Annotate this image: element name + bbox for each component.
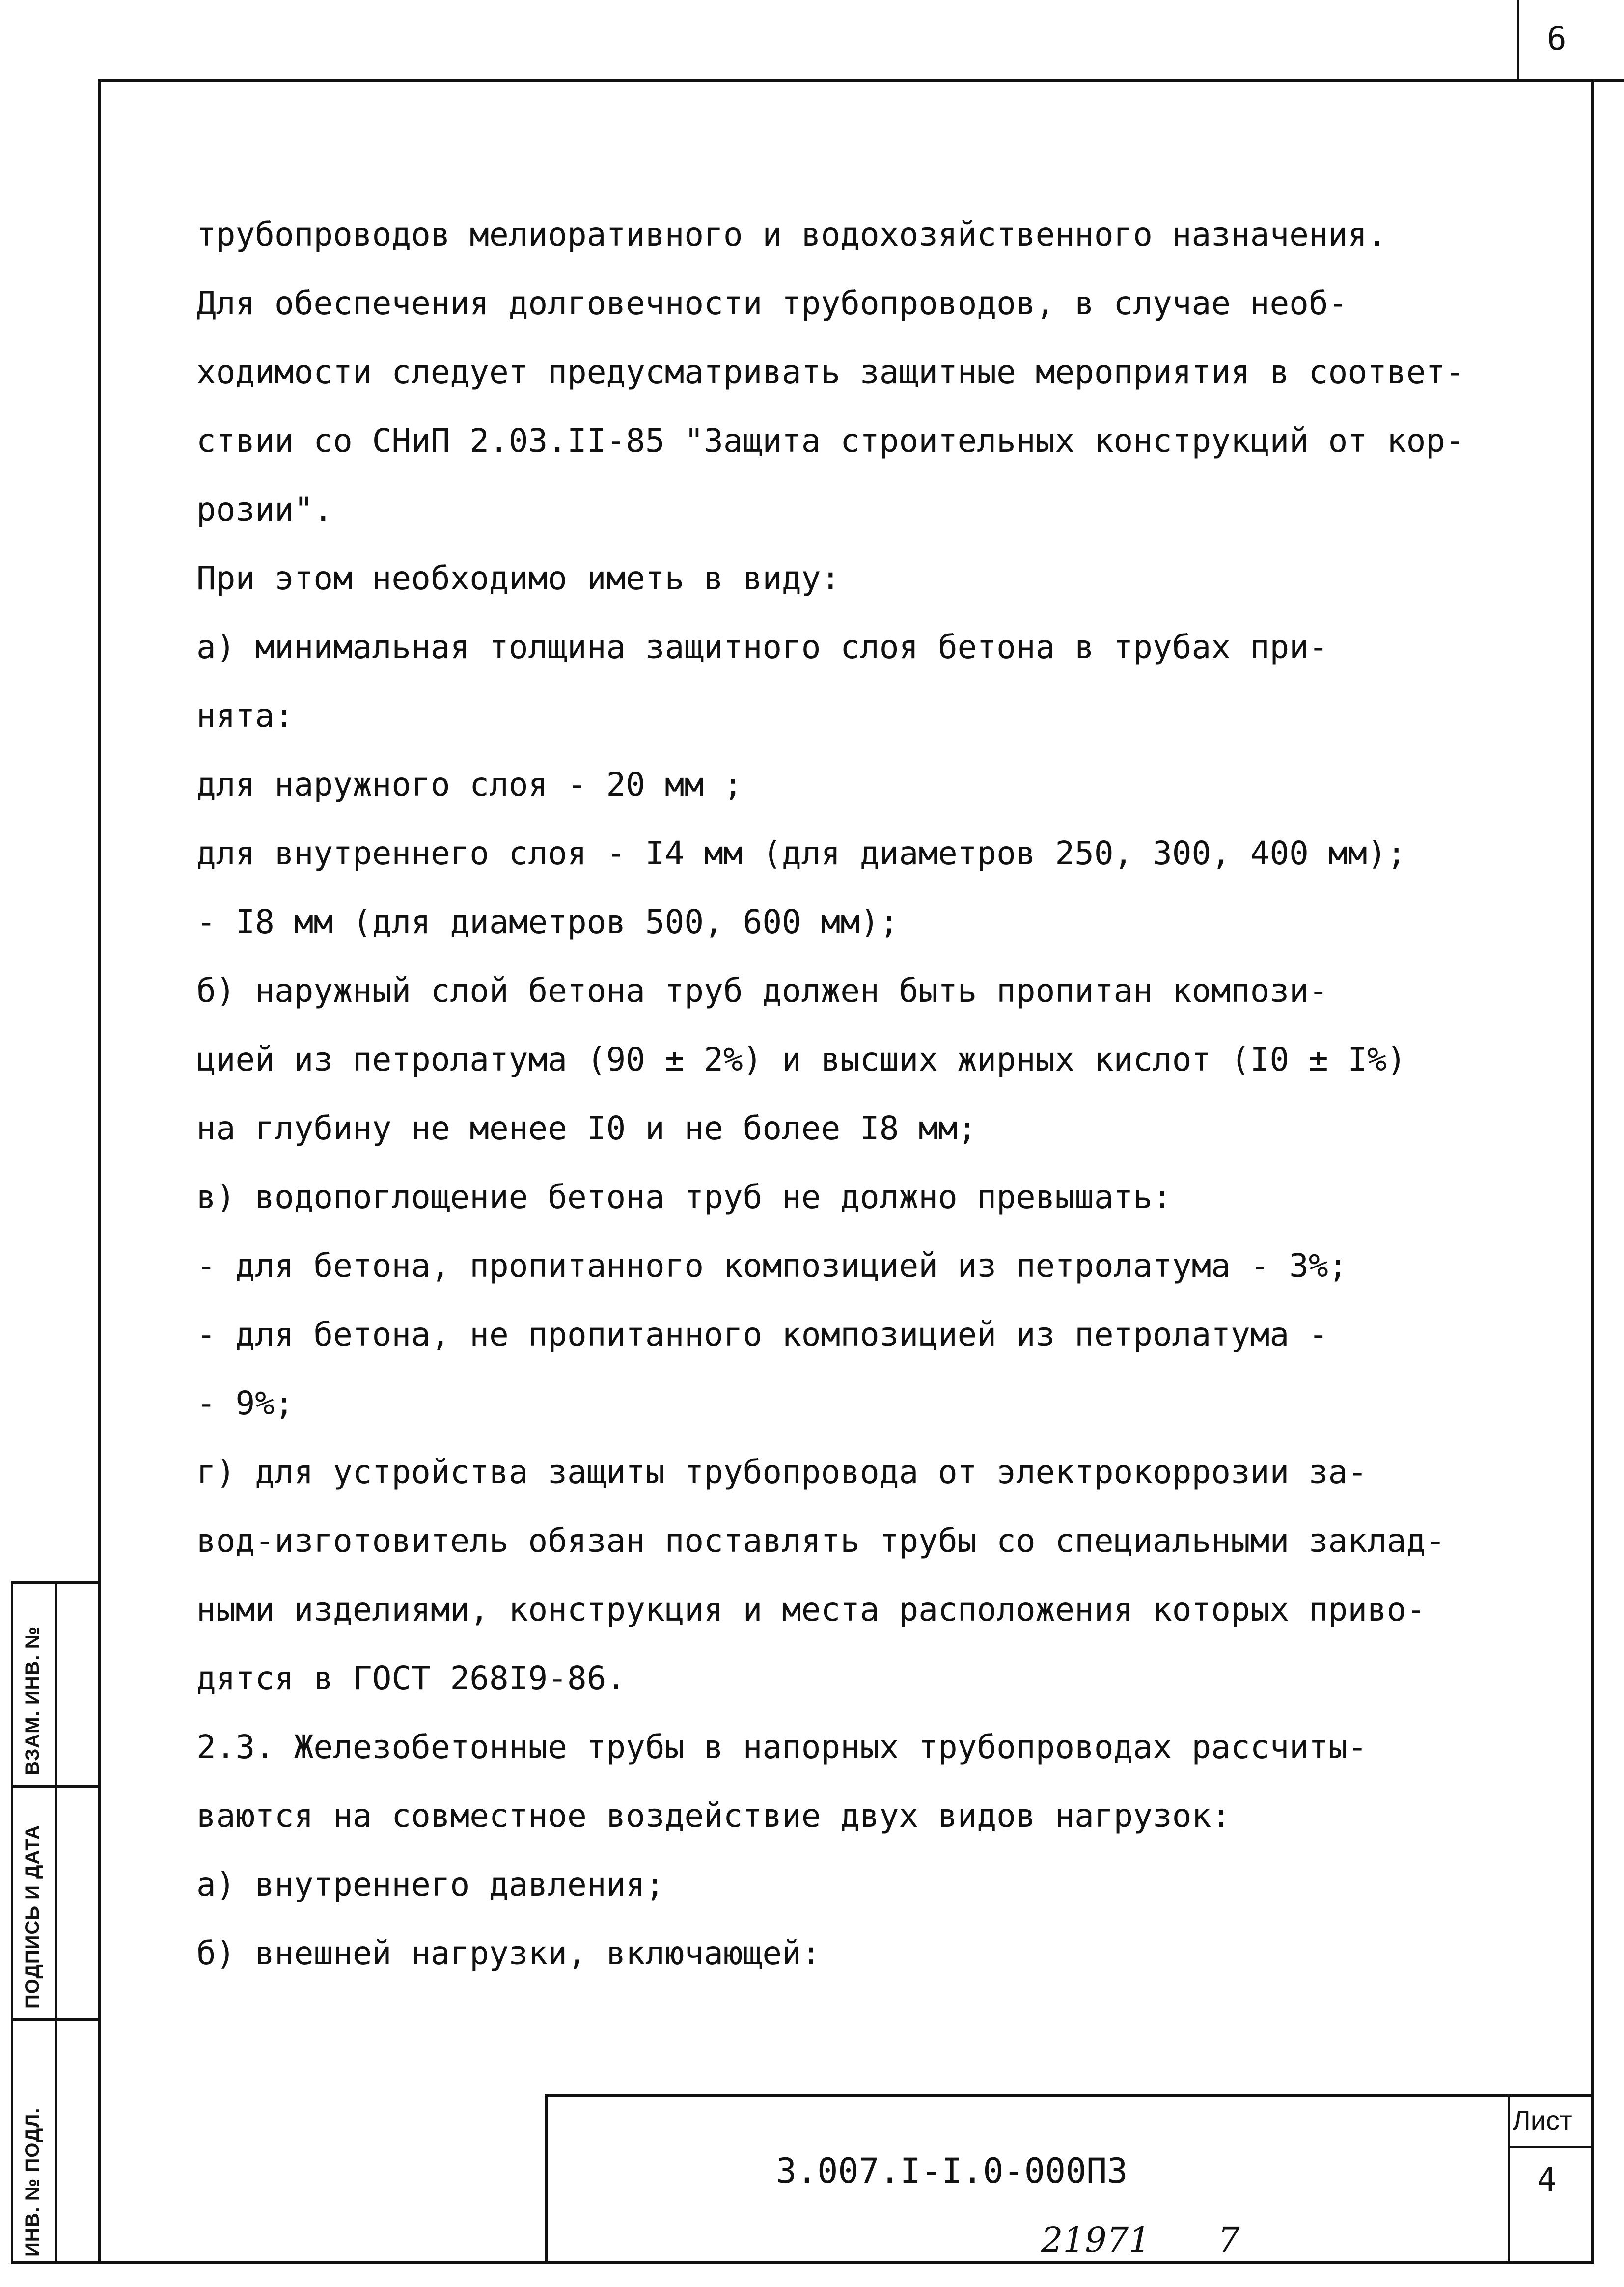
page-number-divider [1517,0,1519,79]
document-code: 3.007.I-I.0-000ПЗ [776,2151,1128,2191]
frame-right [1591,79,1594,2264]
title-block-sheet-divider [1508,2094,1510,2264]
text-line: ходимости следует предусматривать защитные мероприятия в соответ- [196,353,1465,391]
text-line: б) внешней нагрузки, включающей: [196,1934,821,1972]
text-line: для наружного слоя - 20 мм ; [196,766,743,803]
handwritten-page: 7 [1218,2220,1240,2260]
text-line: г) для устройства защиты трубопровода от электрокоррозии за- [196,1453,1368,1491]
text-line: в) водопоглощение бетона труб не должно превышать: [196,1178,1172,1216]
side-stamp-divider [55,1581,57,2264]
handwritten-number: 21971 [1041,2220,1151,2260]
side-label-inv-orig: ИНВ. № ПОДЛ. [22,2107,43,2257]
side-stamp-outer-left [11,1581,13,2264]
text-line: - для бетона, пропитанного композицией из петролатума - 3%; [196,1247,1348,1285]
text-line: ваются на совместное воздействие двух видов нагрузок: [196,1797,1231,1835]
text-line: Для обеспечения долговечности трубопроводов, в случае необ- [196,284,1348,322]
text-line: - I8 мм (для диаметров 500, 600 мм); [196,903,899,941]
text-line: нята: [196,697,294,735]
text-line: - 9%; [196,1384,294,1422]
frame-bottom [11,2261,1594,2264]
side-stamp-sep-1 [11,1785,101,1788]
text-line: ствии со СНиП 2.03.II-85 "Защита строительных конструкций от кор- [196,422,1465,460]
text-line: для внутреннего слоя - I4 мм (для диаметров 250, 300, 400 мм); [196,834,1406,872]
text-line: - для бетона, не пропитанного композицией из петролатума - [196,1316,1328,1353]
title-block-left [545,2094,548,2264]
sheet-number: 4 [1537,2161,1557,2199]
text-line: на глубину не менее I0 и не более I8 мм; [196,1109,977,1147]
text-line: б) наружный слой бетона труб должен быть пропитан компози- [196,972,1328,1010]
text-line: цией из петролатума (90 ± 2%) и высших жирных кислот (I0 ± I%) [196,1041,1406,1078]
frame-left [98,79,101,2264]
text-line: розии". [196,491,333,528]
text-line: 2.3. Железобетонные трубы в напорных трубопроводах рассчиты- [196,1728,1368,1766]
side-stamp-sep-2 [11,2018,101,2021]
text-line: а) внутреннего давления; [196,1866,665,1903]
text-line: При этом необходимо иметь в виду: [196,559,841,597]
frame-top [98,79,1624,82]
side-stamp-top [11,1581,101,1584]
text-line: вод-изготовитель обязан поставлять трубы со специальными заклад- [196,1522,1446,1560]
title-block-sheet-sep [1508,2146,1594,2148]
title-block-top [545,2094,1594,2097]
text-line: а) минимальная толщина защитного слоя бетона в трубах при- [196,628,1328,666]
side-label-signature-date: ПОДПИСЬ И ДАТА [22,1824,43,2009]
side-label-inv-replace: ВЗАМ. ИНВ. № [22,1626,43,1775]
text-line: дятся в ГОСТ 268I9-86. [196,1659,626,1697]
sheet-label: Лист [1513,2105,1572,2136]
text-line: ными изделиями, конструкция и места расположения которых приво- [196,1591,1426,1628]
text-line: трубопроводов мелиоративного и водохозяйственного назначения. [196,216,1387,253]
page-number: 6 [1547,20,1567,57]
